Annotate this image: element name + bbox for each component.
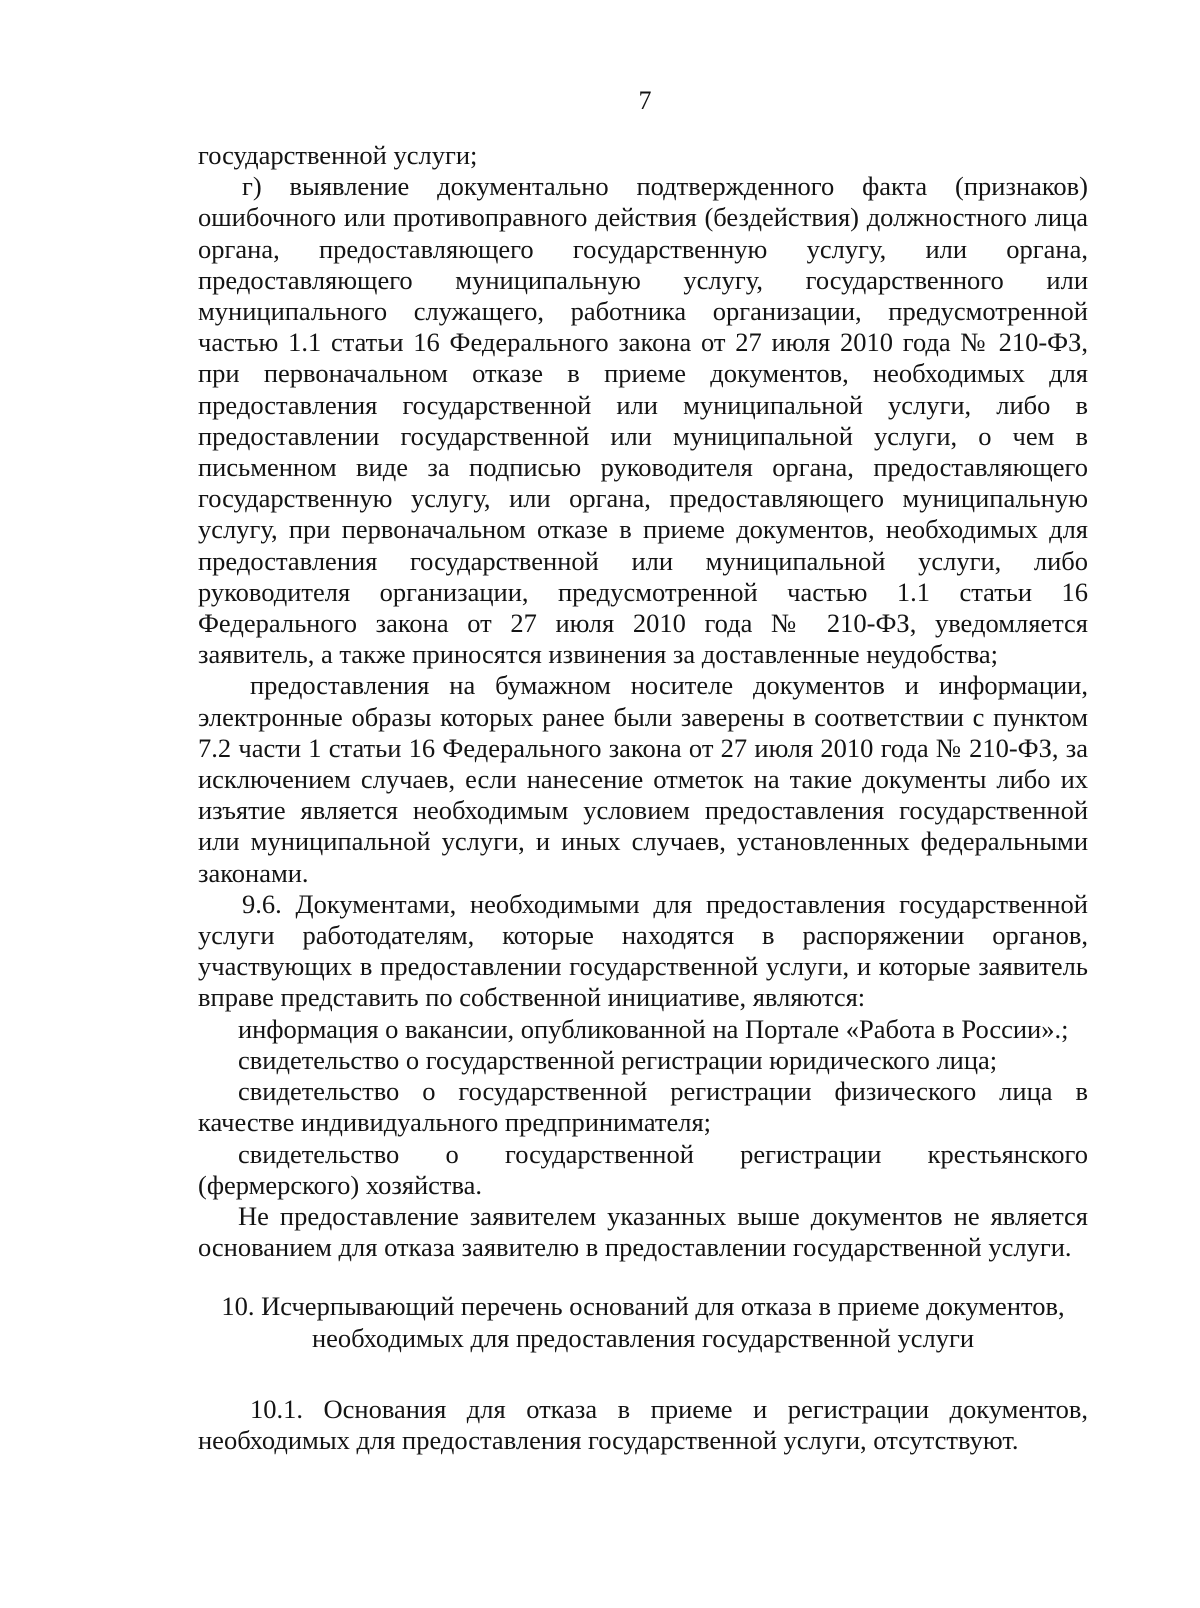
section-heading-line-1: 10. Исчерпывающий перечень оснований для отказа в приеме документов, — [221, 1291, 1065, 1322]
paragraph-item-g: г) выявление документально подтвержденного факта (признаков) ошибочного или противоправного действия (бездействия) должностного лица органа, предоставляющего государственную услугу, или органа, предоставляющего муниципальную услугу, государственного или муниципального служащего, работника организации, предусмотренной частью 1.1 статьи 16 Федерального закона от 27 июля 2010 года № 210-ФЗ, при первоначальном отказе в приеме документов, необходимых для предоставления государственной или муниципальной услуги, либо в предоставлении государственной или муниципальной услуги, о чем в письменном виде за подписью руководителя органа, предоставляющего государственную услугу, или органа, предоставляющего муниципальную услугу, при первоначальном отказе в приеме документов, необходимых для предоставления государственной или муниципальной услуги, либо руководителя организации, предусмотренной частью 1.1 статьи 16 Федерального закона от 27 июля 2010 года № 210-ФЗ, уведомляется заявитель, а также приносятся извинения за доставленные неудобства; — [198, 171, 1088, 670]
paragraph-10-1: 10.1. Основания для отказа в приеме и регистрации документов, необходимых для предоставления государственной услуги, отсутствуют. — [198, 1393, 1088, 1455]
list-item-legal-entity-certificate: свидетельство о государственной регистрации юридического лица; — [238, 1044, 998, 1075]
list-item-individual-entrepreneur-certificate: свидетельство о государственной регистрации физического лица в качестве индивидуального предпринимателя; — [198, 1076, 1088, 1138]
page-number: 7 — [638, 86, 652, 115]
paragraph-continuation: государственной услуги; — [198, 140, 478, 170]
list-item-vacancy-info: информация о вакансии, опубликованной на Портале «Работа в России».; — [238, 1013, 1069, 1044]
paragraph-paper-documents: предоставления на бумажном носителе документов и информации, электронные образы которых ранее были заверены в соответствии с пунктом 7.2 части 1 статьи 16 Федерального закона от 27 июля 2010 года № 210-ФЗ, за исключением случаев, если нанесение отметок на такие документы либо их изъятие является необходимым условием предоставления государственной или муниципальной услуги, и иных случаев, установленных федеральными законами. — [198, 670, 1088, 888]
paragraph-non-submission: Не предоставление заявителем указанных выше документов не является основанием для отказа заявителю в предоставлении государственной услуги. — [198, 1200, 1088, 1263]
list-item-farm-certificate: свидетельство о государственной регистрации крестьянского (фермерского) хозяйства. — [198, 1138, 1088, 1200]
paragraph-9-6: 9.6. Документами, необходимыми для предоставления государственной услуги работодателям, которые находятся в распоряжении органов, участвующих в предоставлении государственной услуги, и которые заявитель вправе представить по собственной инициативе, являются: — [198, 888, 1088, 1013]
section-heading-10 — [198, 1291, 1088, 1353]
section-heading-line-2: необходимых для предоставления государственной услуги — [311, 1322, 975, 1353]
document-body — [198, 140, 1088, 1456]
